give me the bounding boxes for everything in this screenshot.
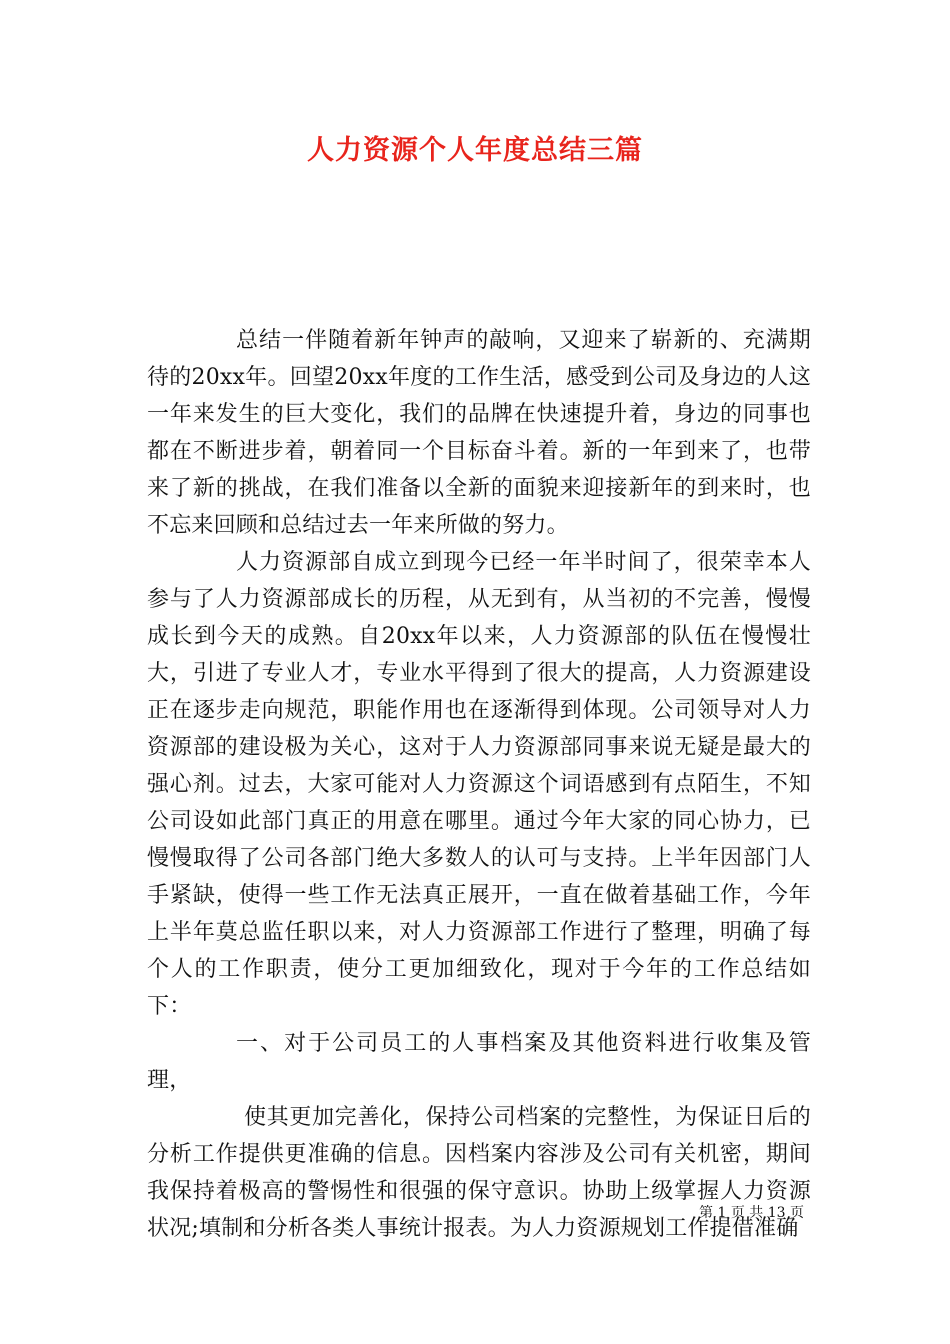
paragraph-section-one-body: 使其更加完善化，保持公司档案的完整性，为保证日后的分析工作提供更准确的信息。因档案内容涉及公司有关机密，期间我保持着极高的警惕性和很强的保守意识。协助上级掌握人力资源状况;填制和分析各类人事统计报表。为人力资源规划工作提借准确 (147, 1105, 811, 1241)
document-body (147, 322, 811, 1247)
page-number-footer: 第 1 页 共 13 页 (699, 1205, 804, 1221)
paragraph-intro: 总结一伴随着新年钟声的敲响，又迎来了崭新的、充满期待的20xx年。回望20xx年度的工作生活，感受到公司及身边的人这一年来发生的巨大变化，我们的品牌在快速提升着，身边的同事也都在不断进步着，朝着同一个目标奋斗着。新的一年到来了，也带来了新的挑战，在我们准备以全新的面貌来迎接新年的到来时，也不忘来回顾和总结过去一年来所做的努力。 (147, 328, 811, 538)
paragraph-section-one-heading: 一、对于公司员工的人事档案及其他资料进行收集及管理， (147, 1031, 811, 1093)
paragraph-hr-department: 人力资源部自成立到现今已经一年半时间了，很荣幸本人参与了人力资源部成长的历程，从无到有，从当初的不完善，慢慢成长到今天的成熟。自20xx年以来，人力资源部的队伍在慢慢壮大，引进了专业人才，专业水平得到了很大的提高，人力资源建设正在逐步走向规范，职能作用也在逐渐得到体现。公司领导对人力资源部的建设极为关心，这对于人力资源部同事来说无疑是最大的强心剂。过去，大家可能对人力资源这个词语感到有点陌生，不知公司设如此部门真正的用意在哪里。通过今年大家的同心协力，已慢慢取得了公司各部门绝大多数人的认可与支持。上半年因部门人手紧缺，使得一些工作无法真正展开，一直在做着基础工作，今年上半年莫总监任职以来，对人力资源部工作进行了整理，明确了每个人的工作职责，使分工更加细致化，现对于今年的工作总结如下： (147, 550, 811, 1019)
page-title: 人力资源个人年度总结三篇 (307, 135, 643, 166)
